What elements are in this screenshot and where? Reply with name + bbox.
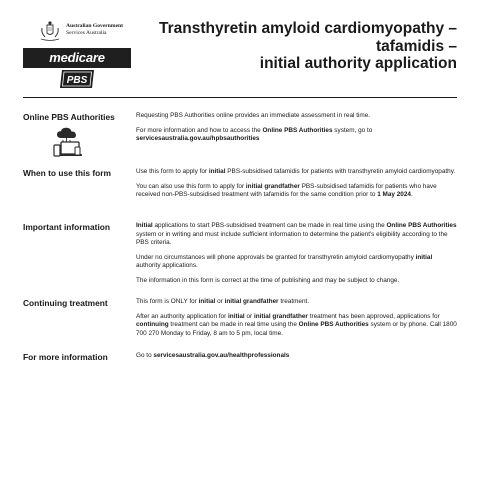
text-run: authority applications. — [136, 262, 198, 270]
bold-text: servicesaustralia.gov.au/healthprofessionals — [153, 352, 290, 359]
section-paragraph — [136, 168, 457, 177]
text-run: or — [244, 312, 254, 320]
form-title — [157, 20, 457, 73]
text-run: Go to — [136, 352, 154, 359]
section-body — [136, 168, 457, 206]
gov-line-1: Australian Government — [66, 23, 124, 29]
bold-text: initial — [208, 168, 226, 175]
cloud-devices-icon — [51, 126, 85, 160]
section-paragraph — [136, 254, 457, 271]
text-run: . — [410, 191, 413, 199]
text-run: or — [215, 298, 225, 305]
text-run: For more information and how to access the — [136, 126, 263, 134]
header-divider — [23, 97, 457, 98]
section-paragraph — [136, 298, 457, 307]
bold-text: 1 May 2024 — [377, 191, 411, 199]
section-body — [136, 298, 457, 344]
title-line: tafamidis – — [376, 37, 457, 55]
bold-text: Online PBS Authorities — [298, 321, 369, 329]
text-run: Use this form to apply for — [136, 168, 209, 175]
section-label: For more information — [23, 352, 108, 362]
section-paragraph — [136, 313, 457, 339]
title-line: Transthyretin amyloid cardiomyopathy – — [158, 20, 457, 37]
section-label: When to use this form — [23, 168, 111, 178]
bold-text: initial grandfather — [224, 298, 279, 305]
medicare-logo: medicare — [23, 48, 131, 68]
bold-text: initial grandfather — [253, 312, 308, 320]
bold-text: Online PBS Authorities — [386, 222, 457, 229]
text-run: treatment can be made in real time using the — [168, 321, 299, 329]
section-body — [136, 222, 457, 292]
text-run: Requesting PBS Authorities online provides an immediate assessment in real time. — [136, 112, 371, 119]
text-run: treatment. — [278, 298, 310, 305]
text-run: system, go to — [332, 126, 373, 134]
gov-line-2: Services Australia — [66, 30, 107, 36]
text-run: applications to start PBS-subsidised treatment can be made in real time using the — [152, 222, 387, 229]
text-run: This form is ONLY for — [136, 298, 199, 305]
pbs-logo — [58, 69, 96, 89]
section-paragraph — [136, 277, 457, 286]
coat-of-arms-icon — [38, 20, 62, 42]
section-paragraph — [136, 112, 457, 121]
text-run: PBS-subsidised tafamidis for patients who have received non-PBS-subsidised treatment with tafamidis for the same condition prior to — [136, 182, 437, 199]
bold-text: initial — [415, 253, 433, 261]
section-label: Important information — [23, 222, 111, 232]
bold-text: initial grandfather — [245, 182, 300, 190]
form-header — [0, 0, 480, 100]
section-paragraph — [136, 183, 457, 200]
bold-text: initial — [198, 298, 216, 305]
bold-text: Online PBS Authorities — [262, 126, 333, 134]
section-paragraph — [136, 127, 457, 144]
text-run: The information in this form is correct at the time of publishing and may be subject to change. — [136, 276, 400, 284]
text-run: After an authority application for — [136, 312, 229, 320]
bold-text: continuing — [136, 321, 169, 329]
bold-text: servicesaustralia.gov.au/hpbsauthorities — [136, 135, 260, 143]
pbs-logo-text: PBS — [66, 75, 88, 87]
text-run: treatment has been approved, applications for — [307, 312, 440, 320]
text-run: Under no circumstances will phone approvals be granted for transthyretin amyloid cardiomyopathy — [136, 253, 416, 261]
section-label: Online PBS Authorities — [23, 112, 115, 122]
section-body — [136, 112, 457, 150]
text-run: You can also use this form to apply for — [136, 182, 246, 190]
text-run: PBS-subsidised tafamidis for patients with transthyretin amyloid cardiomyopathy. — [225, 168, 456, 175]
title-line: initial authority application — [259, 55, 457, 72]
text-run: system or by phone. Call 1800 700 270 Monday to Friday, 8 am to 5 pm, local time. — [136, 321, 457, 337]
government-wordmark — [66, 23, 123, 37]
section-paragraph — [136, 222, 457, 248]
section-label: Continuing treatment — [23, 298, 108, 308]
bold-text: initial — [228, 312, 245, 320]
section-body — [136, 352, 457, 367]
section-paragraph — [136, 352, 457, 361]
text-run: system or in writing and must include sufficient information to determine the patient's eligibility according to the PBS criteria. — [136, 230, 448, 247]
bold-text: Initial — [136, 222, 153, 229]
